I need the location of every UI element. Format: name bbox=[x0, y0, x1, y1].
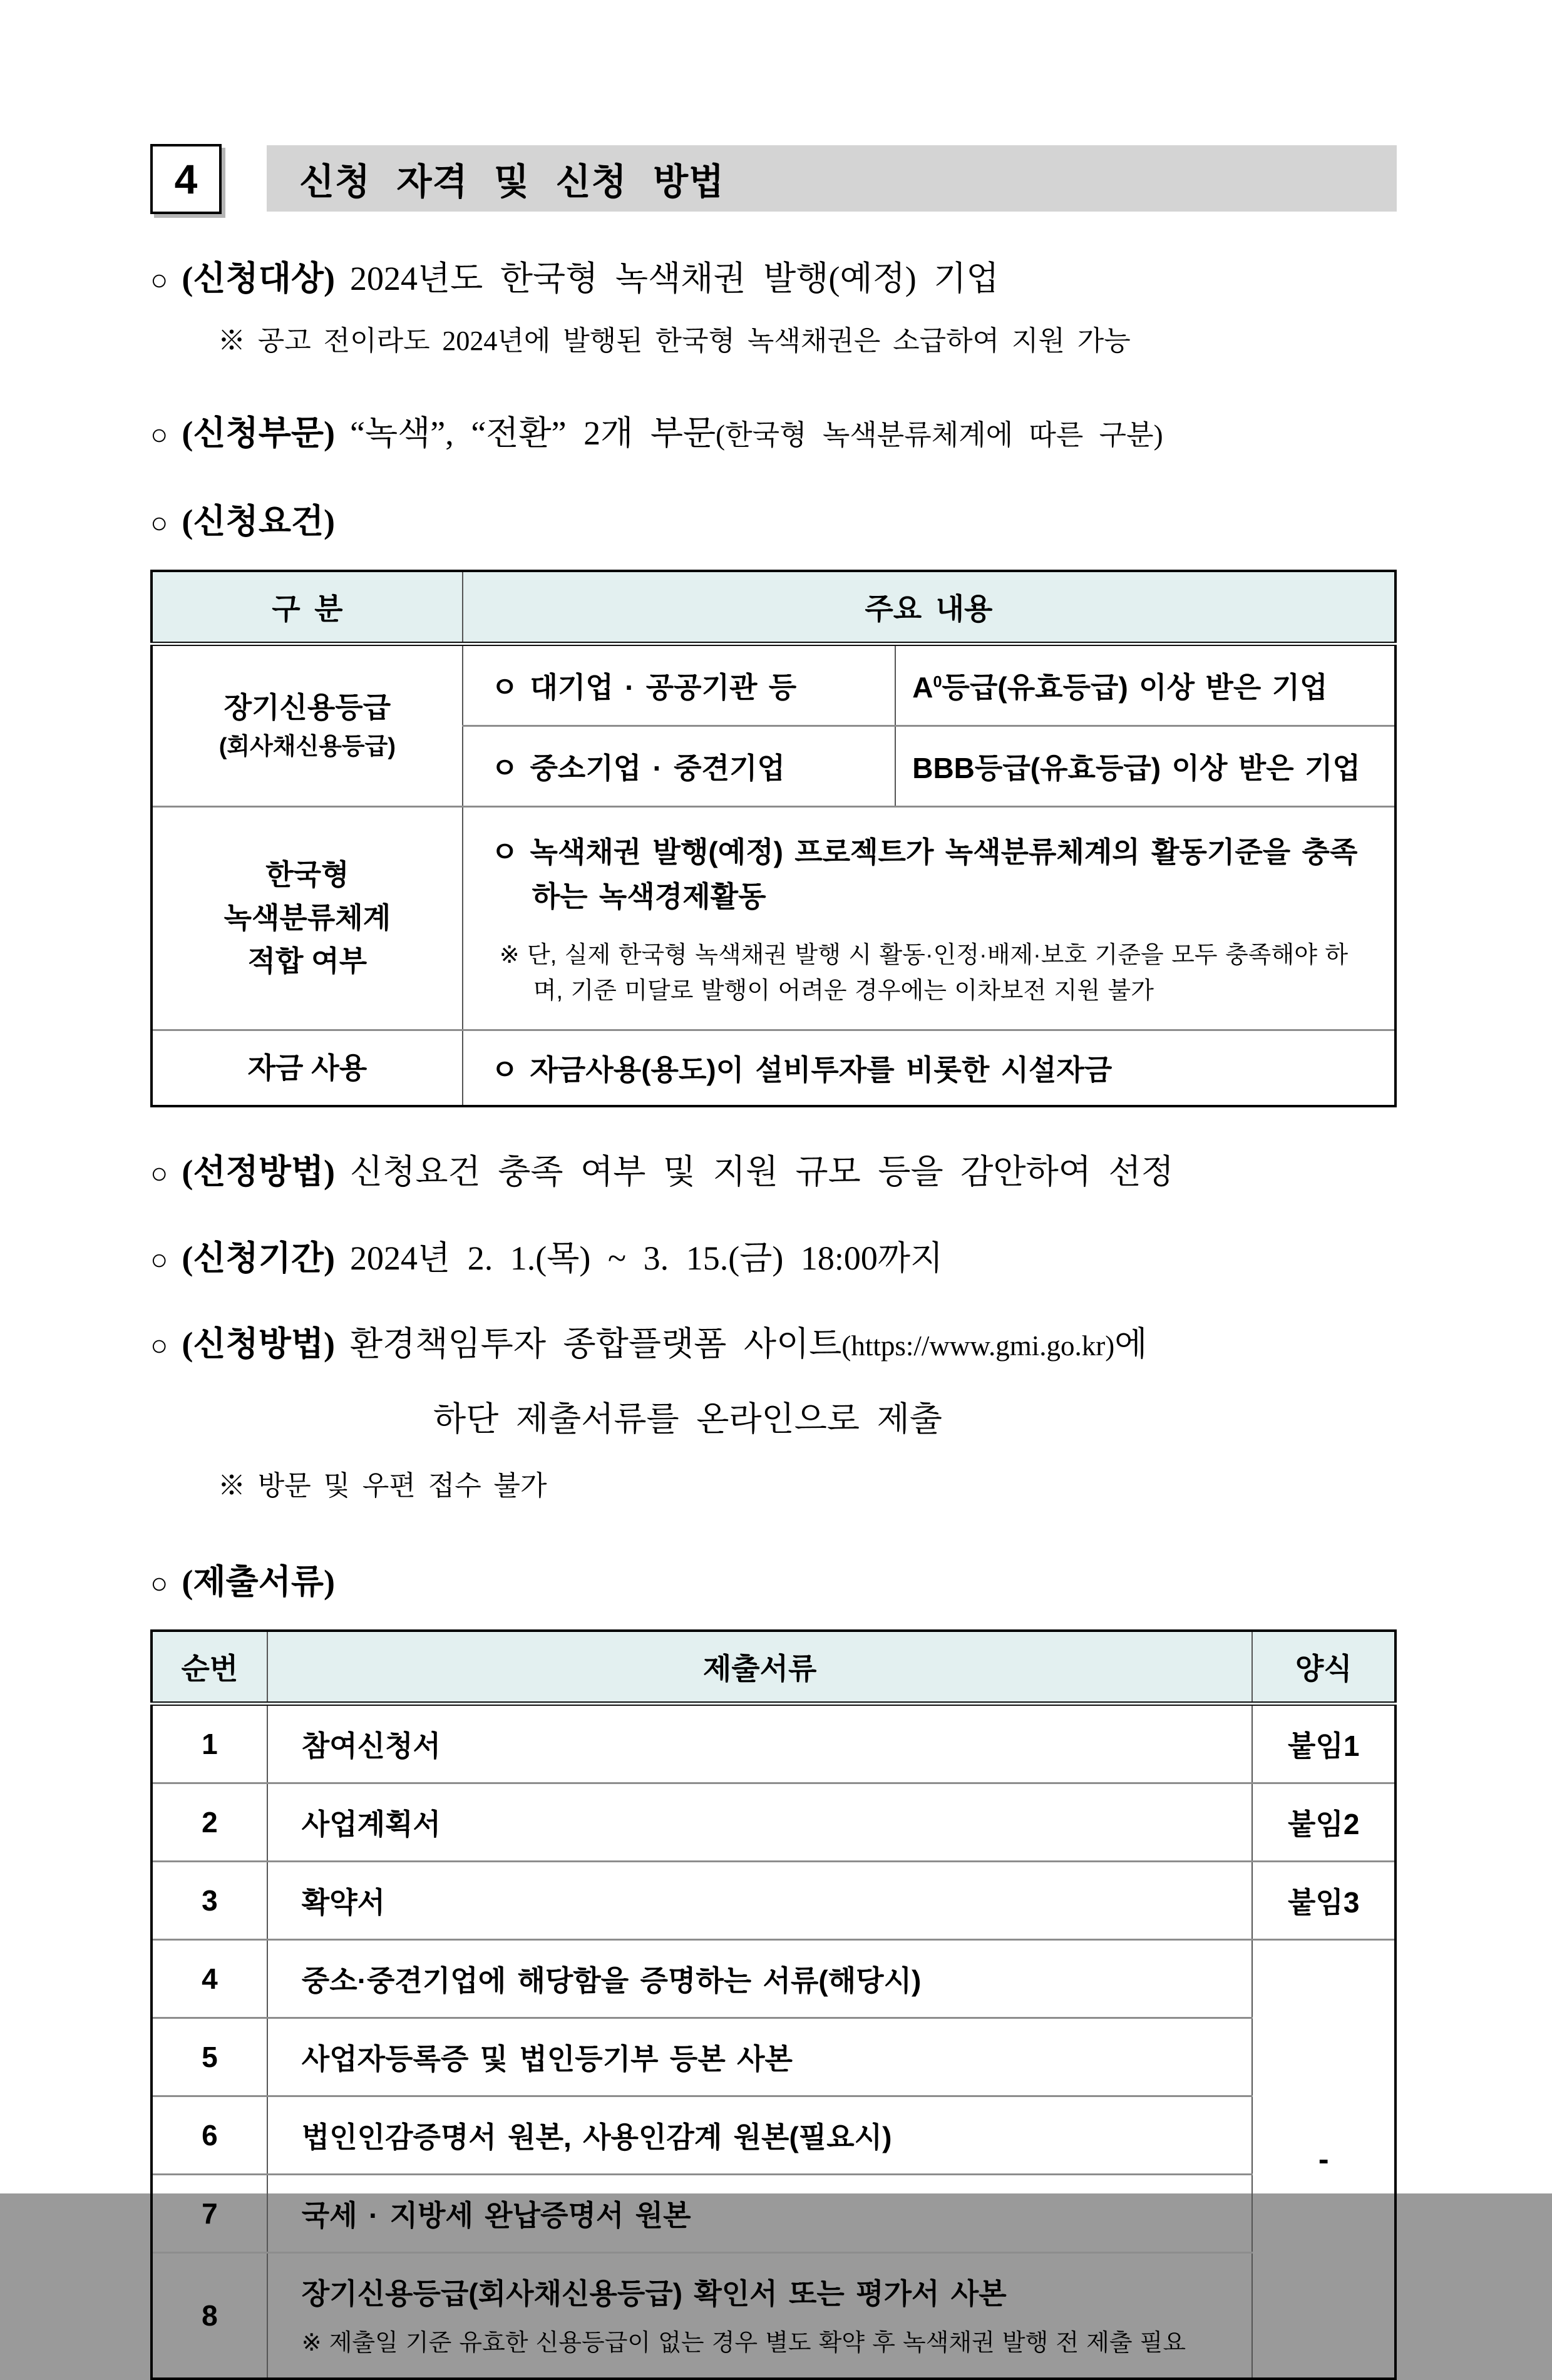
req-cell-taxonomy-content bbox=[463, 806, 1395, 1030]
circle-bullet-icon: ○ bbox=[150, 507, 168, 540]
bullet-period-label: (신청기간) bbox=[182, 1239, 336, 1277]
doc-row-no: 5 bbox=[152, 2018, 267, 2096]
doc-header-form: 양식 bbox=[1252, 1631, 1395, 1704]
req-header-category: 구 분 bbox=[152, 571, 463, 644]
bullet-requirements bbox=[150, 501, 1397, 543]
method-suffix: 에 bbox=[1114, 1325, 1148, 1363]
bullet-documents bbox=[150, 1561, 1397, 1604]
taxonomy-label-line: 녹색분류체계 bbox=[224, 901, 391, 935]
bullet-method-line2: 하단 제출서류를 온라인으로 제출 bbox=[433, 1400, 942, 1438]
table-row bbox=[152, 1940, 1395, 2018]
req-cell-sme-grade: BBB등급(유효등급) 이상 받은 기업 bbox=[895, 726, 1395, 806]
section-number: 4 bbox=[174, 156, 198, 202]
req-cell-sme-type: ㅇ 중소기업 · 중견기업 bbox=[463, 726, 895, 806]
bullet-method bbox=[150, 1323, 1397, 1366]
bullet-target-label: (신청대상) bbox=[182, 260, 336, 297]
table-row bbox=[152, 2096, 1395, 2175]
documents-table bbox=[150, 1629, 1397, 2379]
bullet-requirements-label: (신청요건) bbox=[182, 503, 336, 541]
doc-row-name: 참여신청서 bbox=[267, 1704, 1253, 1783]
table-row bbox=[152, 2175, 1395, 2253]
bullet-target bbox=[150, 258, 1397, 300]
section-number-box bbox=[150, 144, 222, 214]
bullet-sector bbox=[150, 413, 1397, 455]
table-row bbox=[152, 644, 1395, 726]
requirements-table bbox=[150, 570, 1397, 1108]
doc-row-name bbox=[267, 2253, 1253, 2379]
table-row bbox=[152, 2018, 1395, 2096]
bullet-target-text: 2024년도 한국형 녹색채권 발행(예정) 기업 bbox=[350, 260, 999, 297]
doc-row-form: 붙임1 bbox=[1252, 1704, 1395, 1783]
taxonomy-label-line: 적합 여부 bbox=[247, 945, 367, 978]
section-title: 신청 자격 및 신청 방법 bbox=[299, 162, 725, 202]
doc-merged-form-cell: - bbox=[1252, 1940, 1395, 2379]
doc-row-name-text: 장기신용등급(회사채신용등급) 확인서 또는 평가서 사본 bbox=[301, 2277, 1007, 2311]
doc-row-name: 중소·중견기업에 해당함을 증명하는 서류(해당시) bbox=[267, 1940, 1253, 2018]
doc-row-name: 국세 · 지방세 완납증명서 원본 bbox=[267, 2175, 1253, 2253]
req-cell-large-type: ㅇ 대기업 · 공공기관 등 bbox=[463, 644, 895, 726]
doc-row-no: 3 bbox=[152, 1862, 267, 1940]
circle-bullet-icon: ○ bbox=[150, 1330, 168, 1363]
bullet-sector-text: “녹색”, “전환” 2개 부문 bbox=[350, 414, 716, 452]
grade-superscript: 0 bbox=[933, 673, 942, 691]
table-row bbox=[152, 2253, 1395, 2379]
grade-base: A bbox=[912, 670, 933, 704]
circle-bullet-icon: ○ bbox=[150, 1243, 168, 1276]
req-cell-credit-label bbox=[152, 644, 463, 806]
req-cell-funds-label: 자금 사용 bbox=[152, 1030, 463, 1107]
doc-row-name: 법인인감증명서 원본, 사용인감계 원본(필요시) bbox=[267, 2096, 1253, 2175]
section-header bbox=[150, 144, 1397, 214]
doc-row-name: 확약서 bbox=[267, 1862, 1253, 1940]
credit-label-main: 장기신용등급 bbox=[224, 691, 391, 724]
table-row bbox=[152, 1030, 1395, 1107]
circle-bullet-icon: ○ bbox=[150, 1157, 168, 1191]
bullet-sector-label: (신청부문) bbox=[182, 414, 336, 452]
doc-row-note: ※ 제출일 기준 유효한 신용등급이 없는 경우 별도 확약 후 녹색채권 발행 전 제출 필요 bbox=[301, 2330, 1186, 2357]
documents-table-header-row bbox=[152, 1631, 1395, 1704]
bullet-target-note: ※ 공고 전이라도 2024년에 발행된 한국형 녹색채권은 소급하여 지원 가능 bbox=[218, 325, 1131, 356]
bullet-selection-text: 신청요건 충족 여부 및 지원 규모 등을 감안하여 선정 bbox=[350, 1153, 1174, 1191]
taxonomy-label-line: 한국형 bbox=[265, 858, 349, 891]
bullet-period-text: 2024년 2. 1.(목) ~ 3. 15.(금) 18:00까지 bbox=[350, 1239, 943, 1277]
doc-header-no: 순번 bbox=[152, 1631, 267, 1704]
requirements-table-header-row bbox=[152, 571, 1395, 644]
bullet-documents-label: (제출서류) bbox=[182, 1562, 336, 1601]
doc-row-no: 4 bbox=[152, 1940, 267, 2018]
taxonomy-item: ㅇ 녹색채권 발행(예정) 프로젝트가 녹색분류체계의 활동기준을 충족하는 녹색경제활동 bbox=[490, 835, 1358, 913]
doc-row-no: 8 bbox=[152, 2253, 267, 2379]
req-header-content: 주요 내용 bbox=[463, 571, 1395, 644]
table-row bbox=[152, 806, 1395, 1030]
doc-row-name: 사업자등록증 및 법인등기부 등본 사본 bbox=[267, 2018, 1253, 2096]
table-row bbox=[152, 1783, 1395, 1862]
circle-bullet-icon: ○ bbox=[150, 1567, 168, 1600]
table-row bbox=[152, 1704, 1395, 1783]
circle-bullet-icon: ○ bbox=[150, 418, 168, 451]
doc-row-no: 6 bbox=[152, 2096, 267, 2175]
bullet-selection bbox=[150, 1151, 1397, 1194]
req-cell-taxonomy-label bbox=[152, 806, 463, 1030]
grade-rest: 등급(유효등급) 이상 받은 기업 bbox=[942, 670, 1328, 704]
doc-row-no: 2 bbox=[152, 1783, 267, 1862]
section-title-bar bbox=[267, 145, 1397, 212]
bullet-sector-paren: (한국형 녹색분류체계에 따른 구분) bbox=[716, 419, 1163, 451]
req-cell-large-grade bbox=[895, 644, 1395, 726]
doc-row-form: 붙임3 bbox=[1252, 1862, 1395, 1940]
bullet-method-note: ※ 방문 및 우편 접수 불가 bbox=[218, 1470, 547, 1501]
bullet-method-text: 환경책임투자 종합플랫폼 사이트 bbox=[350, 1325, 842, 1363]
circle-bullet-icon: ○ bbox=[150, 264, 168, 297]
bullet-method-label: (신청방법) bbox=[182, 1325, 336, 1363]
doc-row-no: 1 bbox=[202, 1728, 218, 1761]
taxonomy-note: ※ 단, 실제 한국형 녹색채권 발행 시 활동·인정·배제·보호 기준을 모두 충족해야 하며, 기준 미달로 발행이 어려운 경우에는 이차보전 지원 불가 bbox=[499, 942, 1349, 1005]
doc-row-name: 사업계획서 bbox=[267, 1783, 1253, 1862]
method-url: (https://www.gmi.go.kr) bbox=[841, 1330, 1115, 1362]
credit-label-sub: (회사채신용등급) bbox=[218, 734, 396, 761]
doc-row-form: 붙임2 bbox=[1252, 1783, 1395, 1862]
table-row bbox=[152, 1862, 1395, 1940]
bullet-period bbox=[150, 1238, 1397, 1280]
doc-row-no: 7 bbox=[152, 2175, 267, 2253]
req-cell-funds-content: ㅇ 자금사용(용도)이 설비투자를 비롯한 시설자금 bbox=[463, 1030, 1395, 1107]
doc-header-doc: 제출서류 bbox=[267, 1631, 1253, 1704]
bullet-selection-label: (선정방법) bbox=[182, 1153, 336, 1191]
